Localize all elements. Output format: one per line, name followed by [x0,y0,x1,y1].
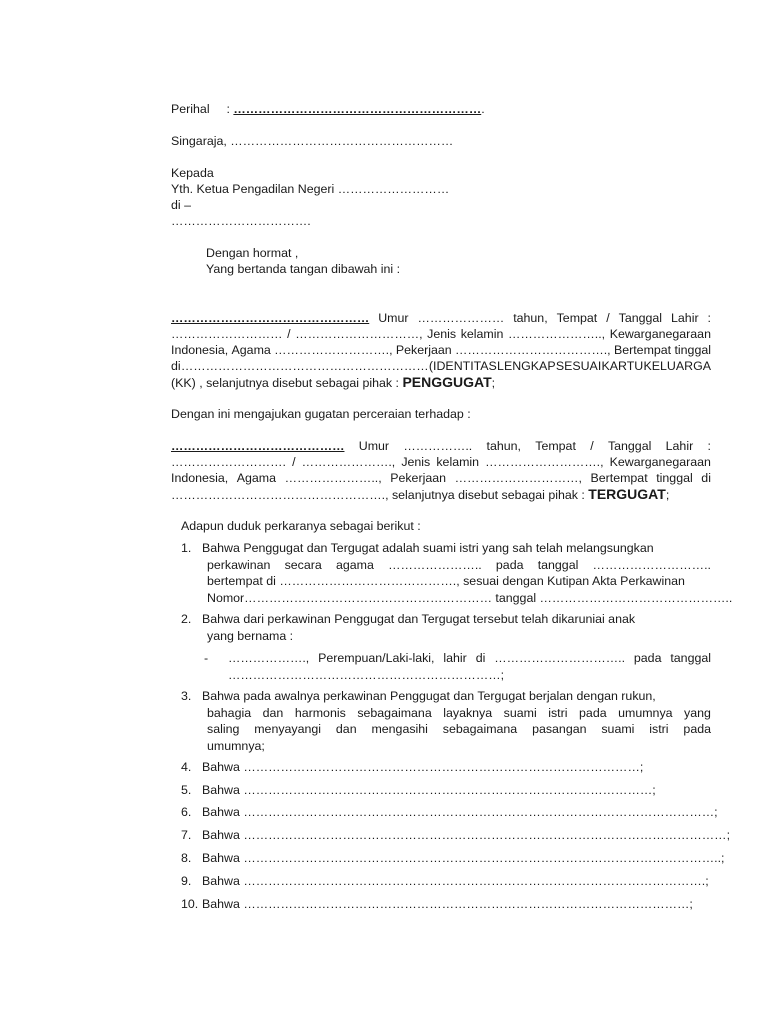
word: suami [503,705,537,720]
word: tanggal [537,557,579,572]
gugatan-intro: Dengan ini mengajukan gugatan perceraian terhadap : [171,407,471,421]
item-number: 8. [181,851,192,865]
word: …………………., [301,455,396,469]
word: ………………., [228,651,310,665]
word: Tanggal [607,439,652,453]
word: Agama [236,471,277,485]
word: pada [495,557,524,572]
item-number: 1. [181,541,192,555]
word: Tempat [535,439,576,453]
word: kelamin [436,455,480,469]
item-text: Bahwa ………………………………………………………………………………………; [202,783,656,797]
item-text: Bahwa ……………………………………………………………………………………………………; [202,805,718,819]
list-item [181,782,656,799]
word: / [606,311,610,325]
di-label: di – [171,198,191,212]
dash-bullet: - [204,651,209,665]
word: ………………………., [274,343,393,357]
word: Indonesia, [171,343,229,357]
perihal-label: Perihal [171,102,210,116]
word: lahir [443,651,467,665]
word: ……………………….. [592,557,711,572]
yth-line: Yth. Ketua Pengadilan Negeri ……………………… [171,182,450,196]
perihal-end: . [481,102,485,116]
place-date: Singaraja, ……………………………………………… [171,134,454,148]
item-2-line-2: yang bernama : [207,628,294,643]
word: (IDENTITAS [428,359,497,373]
word: secara [284,557,322,572]
di-value: ……………………………. [171,214,311,228]
word: Agama [231,343,271,357]
word: tanggal [670,651,711,665]
penggugat-role-end: ; [491,376,496,390]
penggugat-row-5 [171,374,711,391]
item-3-line-2 [207,705,711,722]
duduk-perkara-heading: Adapun duduk perkaranya sebagai berikut : [181,519,421,533]
item-number: 10. [181,897,199,911]
tergugat-role-prefix: ……………………………………………., selanjutnya disebut sebagai pihak : [171,488,589,502]
item-text: Bahwa ……………………………………………………………………………………………………..; [202,851,725,865]
word: ………………………. [171,455,286,469]
item-number: 6. [181,805,192,819]
word: menyayangi [254,722,322,736]
item-first-line: Bahwa dari perkawinan Penggugat dan Tergugat tersebut telah dikaruniai anak [202,612,636,626]
word: : [707,439,711,453]
tergugat-name-blank: …………………………………… [171,439,345,453]
word: Perempuan/Laki-laki, [318,651,435,665]
word: pada [683,722,711,736]
word: istri [649,722,669,736]
word: ………………………………., [455,343,611,357]
word: Lahir [665,439,694,453]
item-3-line-4: umumnya; [207,738,265,753]
word: …………………………, [295,327,423,341]
item-number: 7. [181,828,192,842]
word: …………….. [403,439,473,453]
word: di [475,651,486,665]
word: / [292,455,296,469]
word: pada [579,705,607,720]
word: bahagia [207,705,252,720]
word: dan [335,722,357,736]
word: Kewarganegaraan [609,327,711,341]
word: Tempat [556,311,598,325]
item-1-line-2 [207,557,711,574]
item-text: Bahwa ………………………………………………………………………………………………………; [202,828,731,842]
child-row-1 [228,650,711,667]
word: ………………………….. [494,651,626,665]
word: Kewarganegaraan [609,455,711,469]
penggugat-row-2 [171,326,711,342]
penggugat-role: PENGGUGAT [402,374,492,390]
tergugat-role-end: ; [665,488,670,502]
word: Jenis [427,327,457,341]
word: …………………………………………………… [180,359,429,373]
word: yang [684,705,711,720]
penggugat-identity [171,310,711,391]
perihal-line [171,101,485,117]
word: Tanggal [618,311,663,325]
perihal-value: …………………………………………………… [233,102,482,116]
word: ……………………… [171,327,283,341]
word: Umur [378,311,409,325]
item-text: Bahwa ……………………………………………………………………………………; [202,760,644,774]
word: suami [601,722,635,736]
tergugat-identity [171,438,711,503]
item-number: 5. [181,783,192,797]
list-item [181,873,709,890]
penggugat-role-prefix: (KK) , selanjutnya disebut sebagai pihak : [171,376,403,390]
word: ………………………., [485,455,604,469]
penggugat-name-blank: ………………………………………… [171,311,370,325]
word: agama [335,557,374,572]
word: mengasihi [371,722,428,736]
word: Lahir [671,311,699,325]
word: pada [633,651,662,665]
item-number: 3. [181,689,192,703]
word: umumnya [618,705,673,720]
word: Jenis [401,455,431,469]
word: Umur [358,439,390,453]
word: ………………….. [388,557,482,572]
word: Indonesia, [171,471,229,485]
word: kelamin [460,327,504,341]
word: pasangan [532,722,587,736]
perihal-colon: : [226,102,230,116]
tergugat-row-4 [171,486,711,503]
item-1-line-4: Nomor…………………………………………………… tanggal ……………………………………….. [207,590,733,605]
word: perkawinan [207,557,271,572]
item-3-line-3 [207,721,711,738]
word: istri [548,705,568,720]
word: tinggal [674,343,711,357]
intro: Yang bertanda tangan dibawah ini : [206,262,401,276]
word: tahun, [513,311,548,325]
word: / [287,327,291,341]
word: di [171,359,181,373]
word: ………………….., [508,327,606,341]
word: di [701,471,711,485]
list-item [181,759,643,776]
item-number: 9. [181,874,192,888]
word: KARTU [601,359,644,373]
item-first-line: Bahwa pada awalnya perkawinan Penggugat dan Tergugat berjalan dengan rukun, [202,689,656,703]
word: harmonis [294,705,346,720]
word: ………………… [417,311,505,325]
item-number: 4. [181,760,192,774]
word: sebagaimana [357,705,432,720]
word: Bertempat [590,471,648,485]
greeting: Dengan hormat , [206,246,299,260]
list-item [181,896,693,913]
kepada-label: Kepada [171,166,214,180]
word: saling [207,722,240,736]
word: dan [262,705,284,720]
item-first-line: Bahwa Penggugat dan Tergugat adalah suami istri yang sah telah melangsungkan [202,541,654,555]
tergugat-row-1 [171,438,711,454]
penggugat-row-1 [171,310,711,326]
word: sebagaimana [442,722,518,736]
tergugat-row-2 [171,454,711,470]
tergugat-row-3 [171,470,711,486]
word: tinggal [656,471,693,485]
list-item [181,804,718,821]
word: LENGKAP [497,359,556,373]
word: Pekerjaan [395,343,452,357]
item-1-line-3: bertempat di ……………………………………., sesuai dengan Kutipan Akta Perkawinan [207,574,685,588]
penggugat-row-3 [171,342,711,358]
word: : [707,311,711,325]
list-item [181,827,730,844]
word: Pekerjaan [390,471,446,485]
word: KELUARGA [643,359,711,373]
item-number: 2. [181,612,192,626]
word: ………………….., [284,471,382,485]
tergugat-role: TERGUGAT [588,486,666,502]
child-row-2: …………………………………………………………; [228,667,505,682]
item-text: Bahwa ………………………………………………………………………………………………….; [202,874,709,888]
word: …………………………, [454,471,582,485]
word: SESUAI [555,359,602,373]
word: tahun, [486,439,521,453]
list-item [181,850,725,867]
word: / [590,439,594,453]
word: Bertempat [613,343,672,357]
word: layaknya [443,705,493,720]
item-text: Bahwa ………………………………………………………………………………………………; [202,897,693,911]
penggugat-row-4 [171,358,711,374]
